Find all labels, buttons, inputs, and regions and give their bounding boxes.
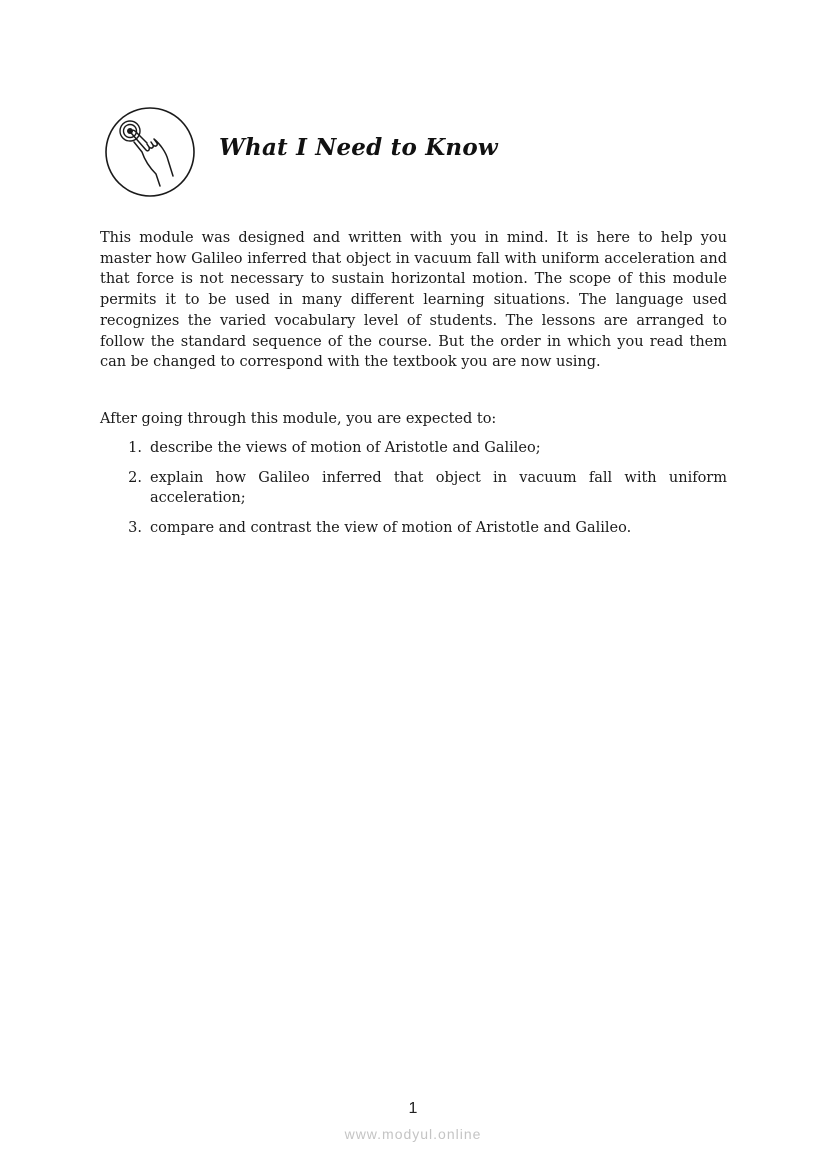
watermark: www.modyul.online [344, 1126, 482, 1142]
intro-paragraph: This module was designed and written with you in mind. It is here to help you master how Galileo inferred that object in vacuum fall with uniform acceleration and that force is not necessary to sustain horizontal motion. The scope of this module permits it to be used in many different learning situations. The language used recognizes the varied vocabulary level of students. The lessons are arranged to follow the standard sequence of the course. But the order in which you read them can be changed to correspond with the textbook you are now using. [100, 230, 727, 371]
list-item [100, 438, 727, 459]
objectives-lead: After going through this module, you are expected to: [100, 411, 497, 427]
list-item-text: explain how Galileo inferred that object in vacuum fall with uniform acceleration; [150, 469, 727, 507]
page-number: 1 [408, 1100, 418, 1117]
list-item-number: 3. [128, 520, 142, 537]
list-item-text: describe the views of motion of Aristotle and Galileo; [150, 440, 541, 456]
hand-pointer-touch-icon [104, 106, 196, 198]
list-item-number: 2. [128, 469, 142, 486]
list-item [100, 518, 727, 539]
section-title: What I Need to Know [219, 134, 498, 161]
list-item-number: 1. [128, 440, 142, 456]
list-item-text: compare and contrast the view of motion of Aristotle and Galileo. [150, 520, 632, 537]
objectives-list [100, 438, 727, 548]
list-item [100, 468, 727, 509]
